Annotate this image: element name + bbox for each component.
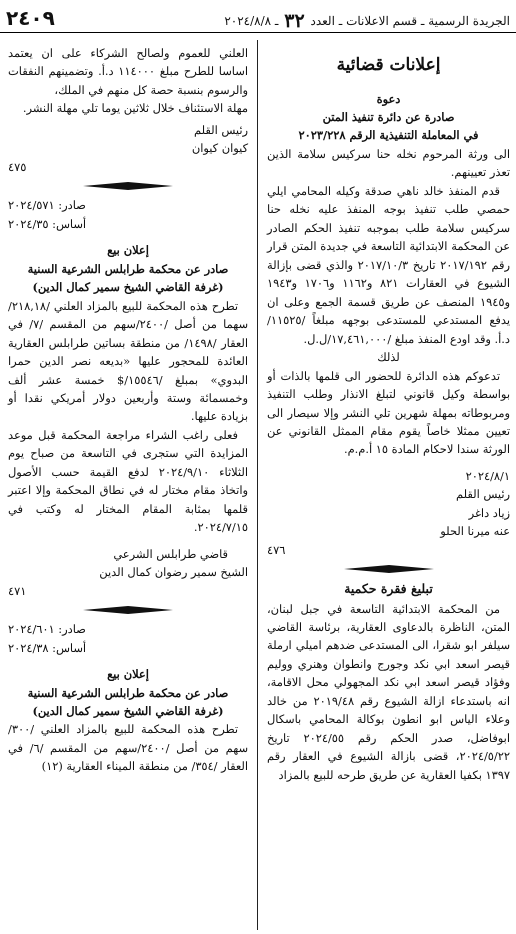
- signature-title: قاضي طرابلس الشرعي: [113, 546, 228, 561]
- court-name: صادر عن محكمة طرابلس الشرعية السنية: [27, 685, 229, 700]
- notice-paragraph: تطرح هذه المحكمة للبيع بالمزاد العلني /٢١٨,١٨/ سهما من أصل /٢٤٠٠/سهم من المقسم /٧/ في العقار /١٤٩٨/ من منطقة بساتين طرابلس العقارية العائدة للمحجور عليها «بديعه نصر الدين حمرا البدوي» بمبلغ /١٥٥٤٦/$ خمسة عشر ألف وخمسمائة وستة وأربعين دولار أمريكي نقدا أو بزيادة عليها.: [8, 298, 248, 424]
- notice-subtitle: في المعاملة التنفيذية الرقم ٢٠٢٣/٢٢٨: [298, 128, 479, 143]
- issue-number: ٣٢: [284, 10, 305, 32]
- notice-paragraph: مهلة الاستئناف خلال ثلاثين يوما تلي مهلة النشر.: [22, 101, 248, 116]
- page-number: ٢٤٠٩: [6, 6, 55, 30]
- notice-paragraph: تدعوكم هذه الدائرة للحضور الى قلمها بالذات أو بواسطة وكيل قانوني لتبلغ الانذار وطلب التنفيذ ومربوطاته بمهلة شهرين تلي النشر وإلا سيصار الى تعيين ممثلا خاصاً يقوم مقام الممثل القانوني عن الورثة سندا لاحكام المادة ١٥ أ.م.م.: [267, 368, 510, 457]
- divider-ornament: [8, 603, 248, 617]
- signature-title: رئيس القلم: [456, 487, 510, 502]
- signature-for: عنه ميرنا الحلو: [440, 524, 510, 539]
- notice-number: ٤٧١: [8, 583, 27, 598]
- notice-number: ٤٧٥: [8, 159, 27, 174]
- notice-date: ٢٠٢٤/٨/١: [465, 468, 510, 483]
- issued-number: صادر: ٢٠٢٤/٥٧١: [8, 198, 86, 213]
- signature-name: الشيخ سمير رضوان كمال الدين: [99, 565, 248, 580]
- issue-date: ـ ٢٠٢٤/٨/٨: [224, 14, 279, 28]
- notice-subtitle: صادرة عن دائرة تنفيذ المتن: [322, 110, 455, 124]
- notice-lidhalik: لذلك: [377, 350, 400, 365]
- notice-sale-2: [8, 620, 248, 776]
- notice-paragraph: تطرح هذه المحكمة للبيع بالمزاد العلني /٣٠٠/ سهم من أصل /٢٤٠٠/سهم من المقسم /٦/ في العقار /٣٥٤/ من منطقة الميناء العقارية (١٢): [8, 722, 248, 774]
- notice-title: إعلان بيع: [107, 667, 149, 682]
- issued-number: صادر: ٢٠٢٤/٦٠١: [8, 622, 86, 637]
- notice-paragraph: قدم المنفذ خالد ناهي صدقة وكيله المحامي ايلي حمصي طلب تنفيذ بوجه المنفذ عليه نخله حنا سركيس سلامة طلب بموجبه تنفيذ الحكم الصادر عن المحكمة الابتدائية التاسعة في جديدة المتن قرار رقم ٢٠١٧/١٩٢ تاريخ ٢٠١٧/١٠/٣ والذي قضى بإزالة الشيوع في العقارات ٨٢١ و١١٦٢ و١٧٠٦ و١٩٤٣ و١٩٤٥ المنصف عن طريق قسمة الجمع وعلى ان يدفع المستدعي للمستدعى بوجهه مبلغاً /١١٥٢٥/ د.أ. وقد اودع المنفذ مبلغ /١٧,٤٦١,٠٠٠/ل.ل.: [267, 183, 511, 346]
- notice-paragraph: الى ورثة المرحوم نخله حنا سركيس سلامة الذين تعذر تعيينهم.: [267, 146, 510, 180]
- notice-title: تبليغ فقرة حكمية: [344, 581, 433, 597]
- notice-paragraph: العلني للعموم ولصالح الشركاء على ان يعتمد اساسا للطرح مبلغ ١١٤٠٠٠ د.أ. وتضمينهم النفقات والرسوم بنسبة حصة كل منهم في الملك،: [8, 46, 248, 97]
- page-header: [0, 0, 516, 33]
- notice-475-continued: [8, 44, 248, 176]
- signature-name: زياد داغر: [468, 505, 510, 520]
- notice-paragraph: من المحكمة الابتدائية التاسعة في جبل لبنان، المتن، الناظرة بالدعاوى العقارية، برئاسة القاضي سيلفر ابو شقرا، الى المستدعى ضدهم اميلي ارملة قيصر اسعد ابي نكد وجورج وانطوان وهنري ووليم وفؤاد قيصر اسعد ابي نكد المجهولي محل الاقامة، انه باستدعاء ازالة الشيوع رقم ٢٠١٩/٤٨ من خالد وعلاء الياس ابو انطون بوكالة المحامي باسكال ابوفاضل، صدر الحكم رقم ٢٠٢٤/٥٥ تاريخ ٢٠٢٤/٥/٢٢، قضى بازالة الشيوع في العقار رقم ١٣٩٧ بكفيا العقارية عن طريق طرحه للبيع بالمزاد: [267, 601, 510, 782]
- divider-ornament: [8, 179, 248, 193]
- notice-number: ٤٧٦: [267, 542, 286, 557]
- notice-476: [267, 90, 510, 560]
- notice-title: إعلان بيع: [107, 243, 149, 258]
- divider-ornament: [267, 562, 510, 576]
- notice-title: دعوة: [376, 91, 401, 106]
- right-column: [267, 44, 510, 784]
- judge-chamber: (غرفة القاضي الشيخ سمير كمال الدين): [32, 280, 224, 295]
- column-divider: [257, 40, 258, 930]
- notice-judgment: [267, 579, 510, 784]
- signature-title: رئيس القلم: [194, 122, 248, 137]
- signature-name: كيوان كيوان: [191, 141, 248, 156]
- basis-number: أساس: ٢٠٢٤/٣٥: [8, 216, 87, 231]
- judge-chamber: (غرفة القاضي الشيخ سمير كمال الدين): [32, 704, 224, 718]
- basis-number: أساس: ٢٠٢٤/٣٨: [8, 640, 87, 655]
- court-name: صادر عن محكمة طرابلس الشرعية السنية: [27, 261, 229, 276]
- notice-paragraph: فعلى راغب الشراء مراجعة المحكمة قبل موعد المزايدة التي ستجرى في التاسعة من صباح يوم الثلاثاء ٢٠٢٤/٩/١٠ لدفع القيمة حسب الأصول واتخاذ مقام مختار له في نطاق المحكمة وإلا اعتبر قلمها بمثابة المقام المختار له وكتب في ٢٠٢٤/٧/١٥.: [8, 427, 248, 535]
- header-title: [224, 6, 510, 37]
- notice-471: [8, 196, 248, 600]
- gazette-name: الجريدة الرسمية ـ قسم الاعلانات ـ العدد: [310, 14, 510, 28]
- left-column: [8, 44, 248, 776]
- section-title: إعلانات قضائية: [336, 55, 441, 75]
